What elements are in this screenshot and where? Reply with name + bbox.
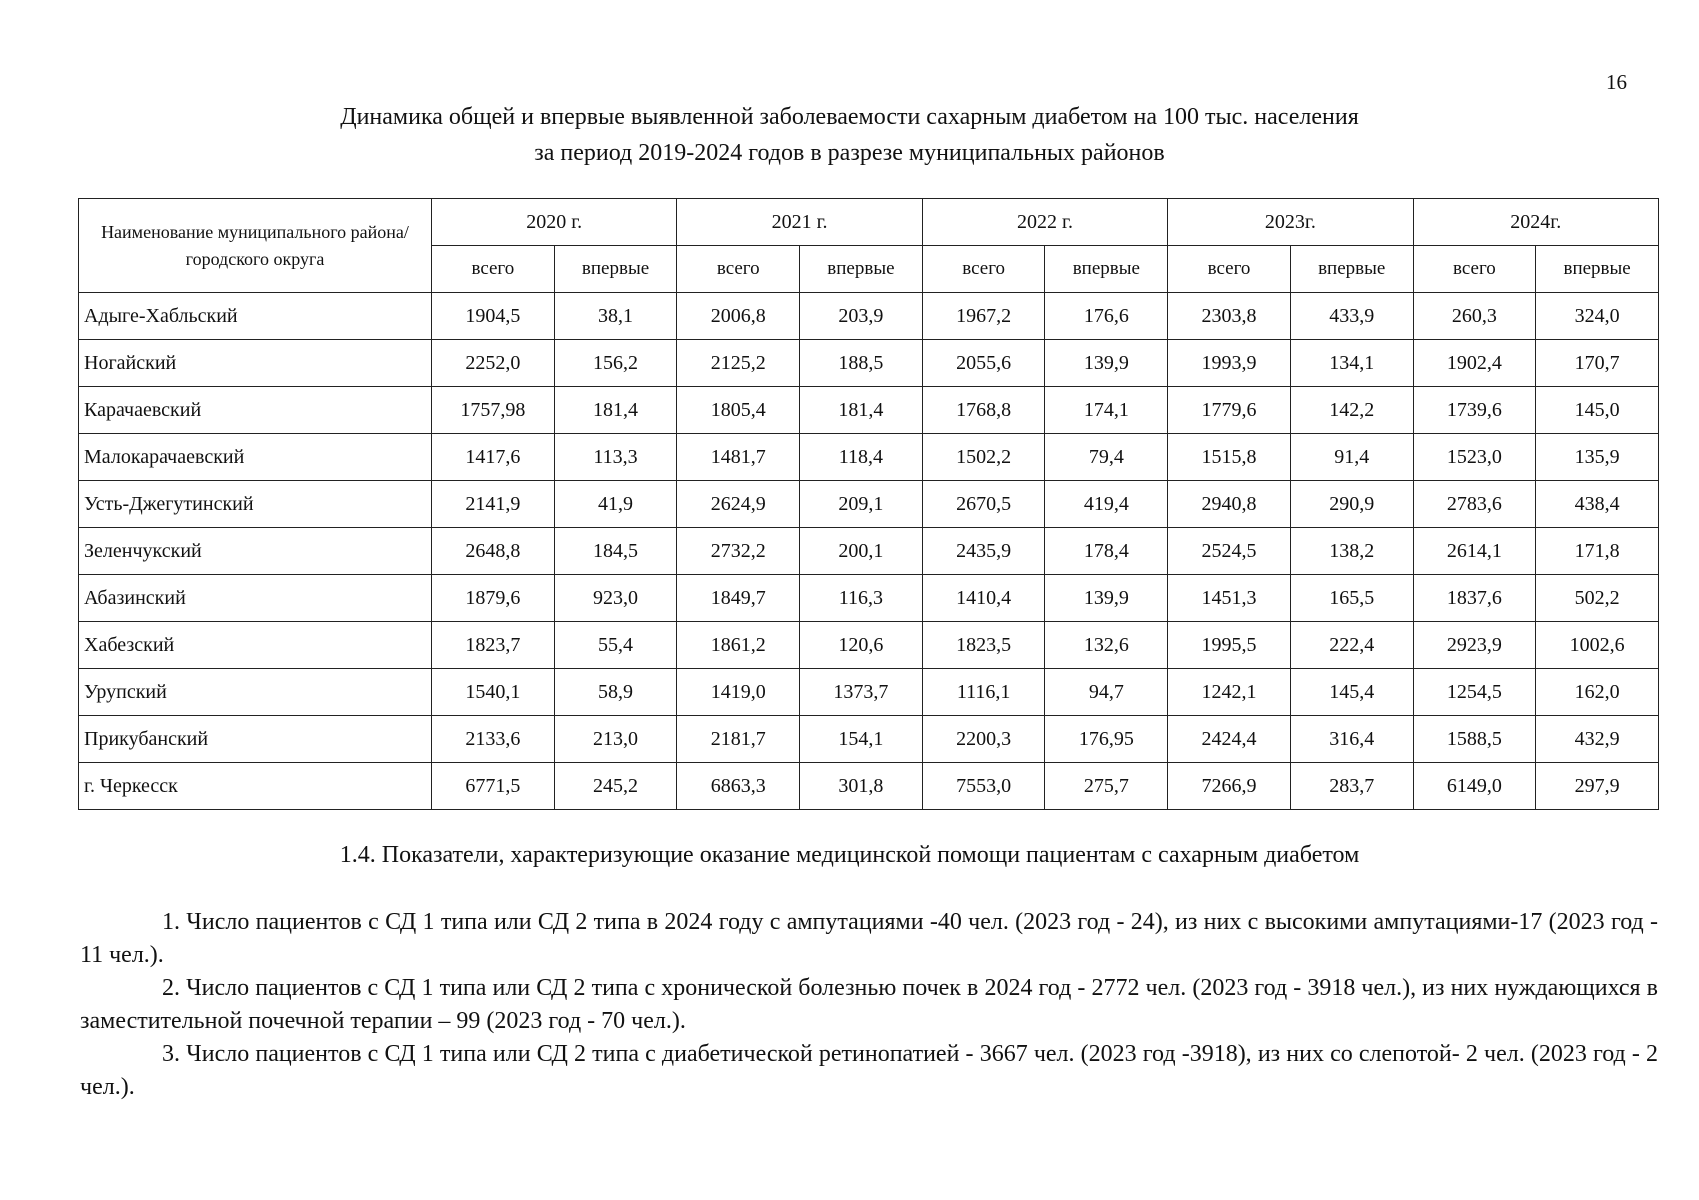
header-year: 2020 г.	[432, 199, 677, 246]
total-value-cell: 2303,8	[1168, 293, 1291, 340]
header-new: впервые	[1290, 246, 1413, 293]
total-value-cell: 1481,7	[677, 434, 800, 481]
total-value-cell: 2125,2	[677, 340, 800, 387]
new-value-cell: 145,0	[1536, 387, 1659, 434]
total-value-cell: 2648,8	[432, 528, 555, 575]
new-value-cell: 139,9	[1045, 340, 1168, 387]
header-total: всего	[922, 246, 1045, 293]
new-value-cell: 222,4	[1290, 622, 1413, 669]
total-value-cell: 2141,9	[432, 481, 555, 528]
district-name-cell: Адыге-Хабльский	[79, 293, 432, 340]
total-value-cell: 2732,2	[677, 528, 800, 575]
total-value-cell: 2200,3	[922, 716, 1045, 763]
header-new: впервые	[554, 246, 677, 293]
new-value-cell: 94,7	[1045, 669, 1168, 716]
page-number: 16	[1606, 70, 1627, 94]
header-year: 2022 г.	[922, 199, 1167, 246]
new-value-cell: 502,2	[1536, 575, 1659, 622]
total-value-cell: 1849,7	[677, 575, 800, 622]
district-name-cell: Хабезский	[79, 622, 432, 669]
total-value-cell: 2670,5	[922, 481, 1045, 528]
total-value-cell: 1410,4	[922, 575, 1045, 622]
new-value-cell: 165,5	[1290, 575, 1413, 622]
new-value-cell: 283,7	[1290, 763, 1413, 810]
new-value-cell: 181,4	[800, 387, 923, 434]
district-name-cell: Урупский	[79, 669, 432, 716]
document-title	[0, 99, 1699, 171]
new-value-cell: 203,9	[800, 293, 923, 340]
new-value-cell: 135,9	[1536, 434, 1659, 481]
header-new: впервые	[800, 246, 923, 293]
table-row	[79, 763, 1659, 810]
table-row	[79, 669, 1659, 716]
new-value-cell: 156,2	[554, 340, 677, 387]
total-value-cell: 2783,6	[1413, 481, 1536, 528]
total-value-cell: 6863,3	[677, 763, 800, 810]
total-value-cell: 1242,1	[1168, 669, 1291, 716]
table-header-row-years	[79, 199, 1659, 246]
total-value-cell: 1823,5	[922, 622, 1045, 669]
total-value-cell: 1967,2	[922, 293, 1045, 340]
new-value-cell: 290,9	[1290, 481, 1413, 528]
total-value-cell: 2614,1	[1413, 528, 1536, 575]
total-value-cell: 6149,0	[1413, 763, 1536, 810]
table-row	[79, 622, 1659, 669]
table-row	[79, 481, 1659, 528]
total-value-cell: 1540,1	[432, 669, 555, 716]
new-value-cell: 120,6	[800, 622, 923, 669]
paragraph: 2. Число пациентов с СД 1 типа или СД 2 типа с хронической болезнью почек в 2024 год - 2772 чел. (2023 год - 3918 чел.), из них нуждающихся в заместительной почечной терапии – 99 (2023 год - 70 чел.).	[80, 975, 1658, 1034]
header-new: впервые	[1536, 246, 1659, 293]
district-name-cell: Ногайский	[79, 340, 432, 387]
new-value-cell: 176,95	[1045, 716, 1168, 763]
district-name-cell: Малокарачаевский	[79, 434, 432, 481]
new-value-cell: 55,4	[554, 622, 677, 669]
total-value-cell: 260,3	[1413, 293, 1536, 340]
total-value-cell: 2435,9	[922, 528, 1045, 575]
total-value-cell: 1523,0	[1413, 434, 1536, 481]
table-row	[79, 716, 1659, 763]
total-value-cell: 1254,5	[1413, 669, 1536, 716]
header-year: 2024г.	[1413, 199, 1658, 246]
new-value-cell: 162,0	[1536, 669, 1659, 716]
total-value-cell: 1837,6	[1413, 575, 1536, 622]
total-value-cell: 1902,4	[1413, 340, 1536, 387]
new-value-cell: 438,4	[1536, 481, 1659, 528]
new-value-cell: 178,4	[1045, 528, 1168, 575]
new-value-cell: 138,2	[1290, 528, 1413, 575]
total-value-cell: 7266,9	[1168, 763, 1291, 810]
new-value-cell: 275,7	[1045, 763, 1168, 810]
body-text	[80, 906, 1658, 1104]
total-value-cell: 1757,98	[432, 387, 555, 434]
header-new: впервые	[1045, 246, 1168, 293]
new-value-cell: 213,0	[554, 716, 677, 763]
table-row	[79, 340, 1659, 387]
header-total: всего	[1168, 246, 1291, 293]
new-value-cell: 58,9	[554, 669, 677, 716]
new-value-cell: 154,1	[800, 716, 923, 763]
total-value-cell: 1116,1	[922, 669, 1045, 716]
new-value-cell: 1002,6	[1536, 622, 1659, 669]
total-value-cell: 1739,6	[1413, 387, 1536, 434]
section-heading: 1.4. Показатели, характеризующие оказание медицинской помощи пациентам с сахарным диабетом	[339, 842, 1360, 868]
new-value-cell: 200,1	[800, 528, 923, 575]
new-value-cell: 41,9	[554, 481, 677, 528]
new-value-cell: 113,3	[554, 434, 677, 481]
total-value-cell: 2055,6	[922, 340, 1045, 387]
table-row	[79, 528, 1659, 575]
new-value-cell: 432,9	[1536, 716, 1659, 763]
total-value-cell: 6771,5	[432, 763, 555, 810]
title-line-1: Динамика общей и впервые выявленной заболеваемости сахарным диабетом на 100 тыс. населения	[340, 104, 1359, 130]
total-value-cell: 1805,4	[677, 387, 800, 434]
district-name-cell: Прикубанский	[79, 716, 432, 763]
new-value-cell: 142,2	[1290, 387, 1413, 434]
new-value-cell: 118,4	[800, 434, 923, 481]
new-value-cell: 174,1	[1045, 387, 1168, 434]
paragraph: 1. Число пациентов с СД 1 типа или СД 2 типа в 2024 году с ампутациями -40 чел. (2023 год - 24), из них с высокими ампутациями-17 (2023 год - 11 чел.).	[80, 909, 1658, 968]
total-value-cell: 2006,8	[677, 293, 800, 340]
new-value-cell: 132,6	[1045, 622, 1168, 669]
header-total: всего	[1413, 246, 1536, 293]
total-value-cell: 2524,5	[1168, 528, 1291, 575]
total-value-cell: 1995,5	[1168, 622, 1291, 669]
total-value-cell: 1993,9	[1168, 340, 1291, 387]
new-value-cell: 79,4	[1045, 434, 1168, 481]
table-row	[79, 387, 1659, 434]
total-value-cell: 7553,0	[922, 763, 1045, 810]
new-value-cell: 116,3	[800, 575, 923, 622]
total-value-cell: 2923,9	[1413, 622, 1536, 669]
total-value-cell: 1417,6	[432, 434, 555, 481]
total-value-cell: 1515,8	[1168, 434, 1291, 481]
table-body	[79, 293, 1659, 810]
header-district-name: Наименование муниципального района/городского округа	[79, 199, 432, 293]
total-value-cell: 1879,6	[432, 575, 555, 622]
new-value-cell: 324,0	[1536, 293, 1659, 340]
total-value-cell: 1823,7	[432, 622, 555, 669]
district-name-cell: Карачаевский	[79, 387, 432, 434]
header-year: 2021 г.	[677, 199, 922, 246]
total-value-cell: 2624,9	[677, 481, 800, 528]
header-total: всего	[432, 246, 555, 293]
new-value-cell: 170,7	[1536, 340, 1659, 387]
new-value-cell: 923,0	[554, 575, 677, 622]
district-name-cell: Зеленчукский	[79, 528, 432, 575]
table-row	[79, 575, 1659, 622]
header-total: всего	[677, 246, 800, 293]
district-name-cell: Усть-Джегутинский	[79, 481, 432, 528]
new-value-cell: 245,2	[554, 763, 677, 810]
new-value-cell: 139,9	[1045, 575, 1168, 622]
total-value-cell: 2133,6	[432, 716, 555, 763]
total-value-cell: 1861,2	[677, 622, 800, 669]
total-value-cell: 2424,4	[1168, 716, 1291, 763]
new-value-cell: 91,4	[1290, 434, 1413, 481]
table-row	[79, 434, 1659, 481]
new-value-cell: 171,8	[1536, 528, 1659, 575]
total-value-cell: 1768,8	[922, 387, 1045, 434]
new-value-cell: 316,4	[1290, 716, 1413, 763]
new-value-cell: 1373,7	[800, 669, 923, 716]
new-value-cell: 38,1	[554, 293, 677, 340]
district-name-cell: г. Черкесск	[79, 763, 432, 810]
new-value-cell: 181,4	[554, 387, 677, 434]
total-value-cell: 1588,5	[1413, 716, 1536, 763]
new-value-cell: 184,5	[554, 528, 677, 575]
incidence-table	[78, 198, 1659, 810]
paragraph: 3. Число пациентов с СД 1 типа или СД 2 типа с диабетической ретинопатией - 3667 чел. (2023 год -3918), из них со слепотой- 2 чел. (2023 год - 2 чел.).	[80, 1041, 1658, 1100]
new-value-cell: 419,4	[1045, 481, 1168, 528]
total-value-cell: 2252,0	[432, 340, 555, 387]
table-row	[79, 293, 1659, 340]
new-value-cell: 301,8	[800, 763, 923, 810]
total-value-cell: 2940,8	[1168, 481, 1291, 528]
new-value-cell: 145,4	[1290, 669, 1413, 716]
new-value-cell: 433,9	[1290, 293, 1413, 340]
total-value-cell: 1779,6	[1168, 387, 1291, 434]
new-value-cell: 188,5	[800, 340, 923, 387]
total-value-cell: 1904,5	[432, 293, 555, 340]
total-value-cell: 2181,7	[677, 716, 800, 763]
total-value-cell: 1502,2	[922, 434, 1045, 481]
new-value-cell: 134,1	[1290, 340, 1413, 387]
new-value-cell: 176,6	[1045, 293, 1168, 340]
total-value-cell: 1451,3	[1168, 575, 1291, 622]
new-value-cell: 297,9	[1536, 763, 1659, 810]
district-name-cell: Абазинский	[79, 575, 432, 622]
total-value-cell: 1419,0	[677, 669, 800, 716]
title-line-2: за период 2019-2024 годов в разрезе муниципальных районов	[534, 140, 1165, 166]
new-value-cell: 209,1	[800, 481, 923, 528]
header-year: 2023г.	[1168, 199, 1413, 246]
